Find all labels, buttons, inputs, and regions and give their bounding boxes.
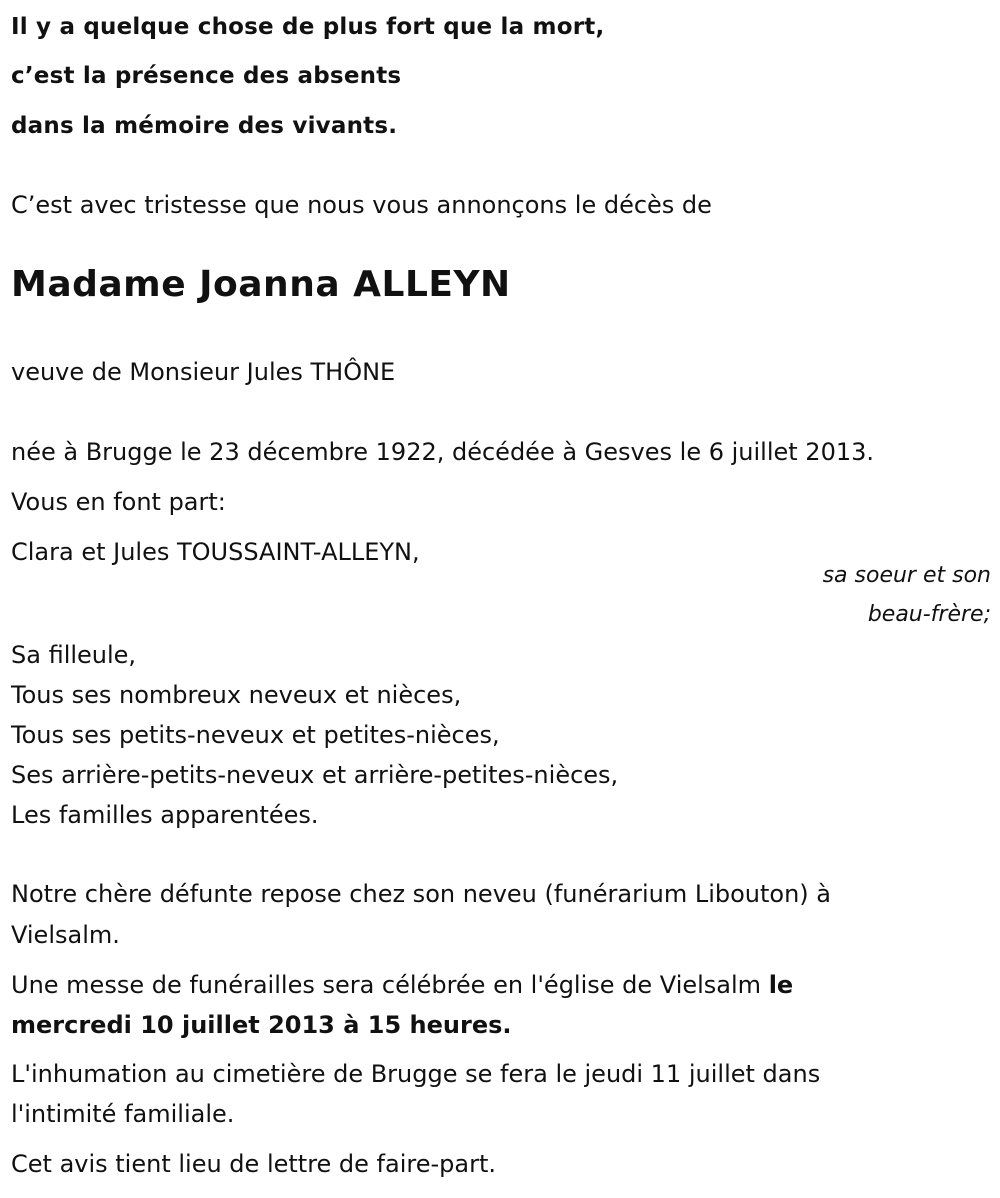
quote-line-1: Il y a quelque chose de plus fort que la mort, [11,14,605,40]
family-item: Sa filleule, [11,641,137,669]
family-item: Les familles apparentées. [11,801,319,829]
family-item: Ses arrière-petits-neveux et arrière-petites-nièces, [11,761,619,789]
quote-line-2: c’est la présence des absents [11,63,402,89]
family-item: Tous ses nombreux neveux et nièces, [11,681,462,709]
rests-line-1: Notre chère défunte repose chez son neveu (funérarium Libouton) à [11,880,831,908]
mass-date: mercredi 10 juillet 2013 à 15 heures. [11,1011,512,1039]
family-sister: Clara et Jules TOUSSAINT-ALLEYN, [11,538,420,566]
burial-line-1: L'inhumation au cimetière de Brugge se fera le jeudi 11 juillet dans [11,1060,821,1088]
burial-line-2: l'intimité familiale. [11,1100,235,1128]
widow-of-text: veuve de Monsieur Jules THÔNE [11,358,396,386]
family-sister-relation-2: beau-frère; [867,602,991,627]
rests-line-2: Vielsalm. [11,921,120,949]
family-sister-relation-1: sa soeur et son [822,563,991,588]
deceased-name: Madame Joanna ALLEYN [11,264,511,305]
family-item: Tous ses petits-neveux et petites-nièces, [11,721,500,749]
mass-text: Une messe de funérailles sera célébrée en l'église de Vielsalm [11,971,769,999]
mass-line-1 [11,970,793,1000]
closing-text: Cet avis tient lieu de lettre de faire-part. [11,1150,496,1178]
announcement-text: C’est avec tristesse que nous vous annonçons le décès de [11,191,712,219]
notified-by-text: Vous en font part: [11,488,226,516]
birth-death-text: née à Brugge le 23 décembre 1922, décédée à Gesves le 6 juillet 2013. [11,438,875,466]
quote-line-3: dans la mémoire des vivants. [11,113,398,139]
mass-date-start: le [768,971,794,999]
